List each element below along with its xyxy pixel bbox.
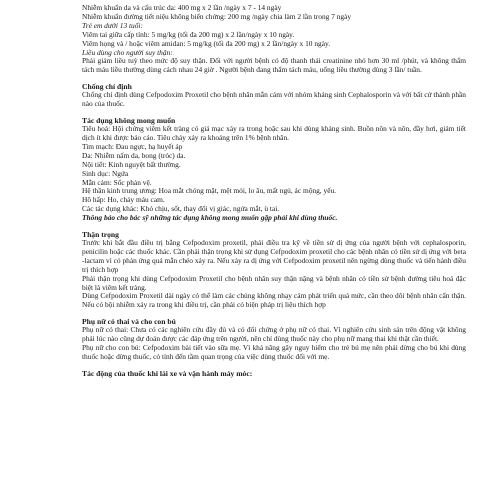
pregnancy-title: Phụ nữ có thai và cho con bú bbox=[82, 317, 176, 327]
dosage-child-heading: Trẻ em dưới 13 tuổi: bbox=[82, 20, 143, 30]
side-effect-line: Mẫn cảm: Sốc phản vệ. bbox=[82, 177, 152, 187]
dosage-adult-line-1: Nhiễm khuẩn da và cấu trúc da: 400 mg x 2 lần /ngày x 7 - 14 ngày bbox=[82, 3, 282, 12]
precautions-paragraph: Dùng Cefpodoxim Proxetil dài ngày có thể làm các chủng không nhạy cảm phát triển quá mức, cần theo dõi bệnh nhân cẩn thận. Nếu có bội nhiễm xảy ra trong khi điều trị, cần phải có biện pháp trị liệu thích hợp bbox=[82, 291, 466, 310]
precautions-title: Thận trọng bbox=[82, 230, 119, 240]
side-effects-section bbox=[82, 116, 466, 223]
contraindications-text: Chống chỉ định dùng Cefpodoxim Proxetil cho bệnh nhân mẫn cảm với nhóm kháng sinh Cephalosporin và với bất cứ thành phần nào của thuốc. bbox=[82, 90, 466, 109]
precautions-paragraph: Phải thận trọng khi dùng Cefpodoxim Proxetil cho bệnh nhân suy thận nặng và bệnh nhân có tiền sử bệnh đường tiêu hoá đặc biệt là viêm kết tràng. bbox=[82, 273, 466, 292]
precautions-paragraph: Trước khi bắt đầu điều trị bằng Cefpodoxim proxetil, phải điều tra kỹ về tiền sử dị ứng của người bệnh với cephalosporin, penicilin hoặc các thuốc khác. Cần phải thận trọng khi sử dụng Cefpodoxim proxetil cho các bệnh nhân có tiền sử dị ứng với beta -lactam vì có phản ứng quá mẫn chéo xảy ra. Nếu xảy ra dị ứng với Cefpodoxim proxetil nên ngừng dùng thuốc và tiến hành điều trị thích hợp bbox=[82, 238, 466, 274]
side-effect-line: Các tác dụng khác: Khó chịu, sốt, thay đổi vị giác, ngứa mắt, ù tai. bbox=[82, 204, 280, 214]
side-effect-line: Tim mạch: Đau ngực, hạ huyết áp bbox=[82, 141, 183, 151]
pregnancy-paragraph: Phụ nữ cho con bú: Cefpodoxim bài tiết vào sữa mẹ. Vì khả năng gây nguy hiểm cho trẻ bú mẹ nên phải dừng cho bú khi dùng thuốc hoặc dừng thuốc, có tính đến tầm quan trọng của việc dùng thuốc đối với mẹ. bbox=[82, 343, 466, 361]
side-effect-line: Sinh dục: Ngứa bbox=[82, 168, 129, 178]
contraindications-section bbox=[82, 82, 466, 109]
driving-section bbox=[82, 369, 466, 378]
pregnancy-section bbox=[82, 317, 466, 362]
side-effects-title: Tác dụng không mong muốn bbox=[82, 116, 176, 126]
dosage-child-line-2: Viêm họng và / hoặc viêm amidan: 5 mg/kg (tối đa 200 mg) x 2 lần/ngày x 10 ngày. bbox=[82, 38, 331, 48]
side-effect-line: Hô hấp: Ho, chảy máu cam. bbox=[82, 195, 165, 205]
side-effect-line: Da: Nhiễm nấm da, bong (tróc) da. bbox=[82, 150, 186, 160]
precautions-section bbox=[82, 230, 466, 310]
dosage-renal-heading: Liều dùng cho người suy thận: bbox=[82, 47, 173, 57]
contraindications-title: Chống chỉ định bbox=[82, 82, 132, 92]
dosage-adult-line-2: Nhiễm khuẩn đường tiết niệu không biến chứng: 200 mg /ngày chia làm 2 lần trong 7 ngày bbox=[82, 11, 352, 21]
driving-title: Tác động của thuốc khi lái xe và vận hành máy móc: bbox=[82, 368, 253, 378]
dosage-renal-text: Phải giảm liều tuỳ theo mức độ suy thận. Đối với người bệnh có độ thanh thải creatinine nhỏ hơn 30 ml /phút, và không thẩm tách máu liều thường dùng cách nhau 24 giờ . Người bệnh đang thẩm tách máu, uống liều thường dùng 3 lần/ tuần. bbox=[82, 56, 466, 75]
side-effect-line: Nội tiết: Kinh nguyệt bất thường. bbox=[82, 159, 181, 169]
dosage-section bbox=[82, 4, 466, 75]
side-effects-notice: Thông báo cho bác sỹ những tác dụng không mong muốn gặp phải khi dùng thuốc. bbox=[82, 213, 338, 223]
pregnancy-paragraph: Phụ nữ có thai: Chưa có các nghiên cứu đầy đủ và có đối chứng ở phụ nữ có thai. Vì nghiên cứu sinh sản trên động vật không phải lúc nào cũng dự đoán được các đáp ứng trên người, nên chỉ dùng thuốc này cho phụ nữ mang thai khi thật cần thiết. bbox=[82, 325, 466, 344]
side-effect-line: Hệ thần kinh trung ương: Hoa mắt chóng mặt, mệt mỏi, lo âu, mất ngủ, ác mộng, yếu. bbox=[82, 186, 337, 196]
side-effect-line: Tiêu hoá: Hội chứng viêm kết tràng có giả mạc xảy ra trong hoặc sau khi dùng kháng sinh. Buồn nôn và nôn, đầy hơi, giảm tiết dịch ít khi được báo cáo. Tiêu chảy xảy ra khoảng trên 1% bệnh nhân. bbox=[82, 124, 466, 142]
dosage-child-line-1: Viêm tai giữa cấp tính: 5 mg/kg (tối đa 200 mg) x 2 lần/ngày x 10 ngày. bbox=[82, 29, 295, 39]
